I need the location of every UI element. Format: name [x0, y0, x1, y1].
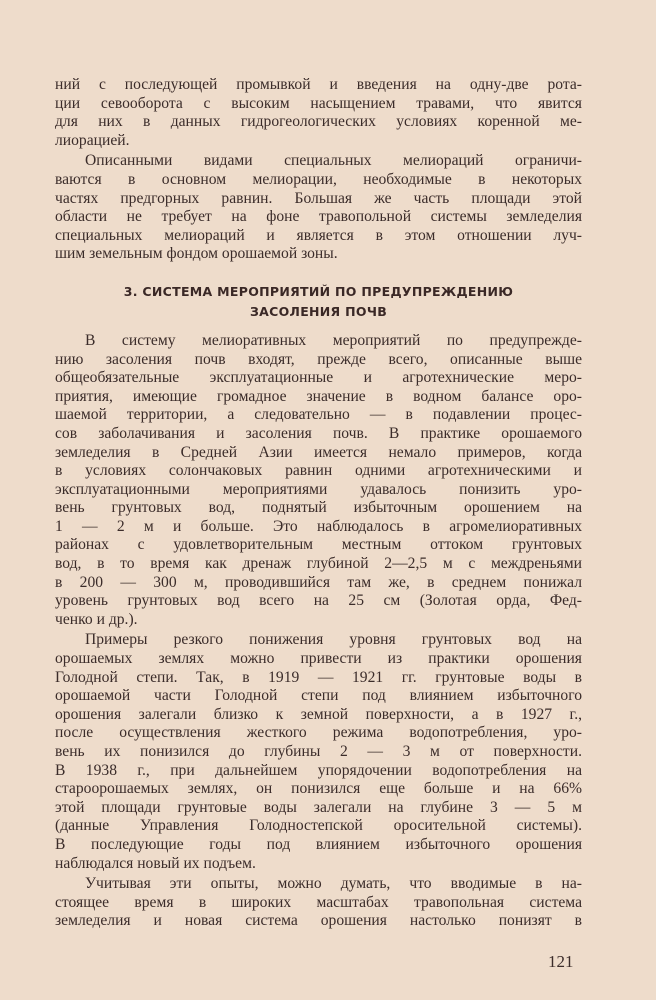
text-line: староорошаемых землях, он понизился еще больше и на 66%	[55, 780, 582, 798]
text-line: в 200 — 300 м, проводившийся там же, в среднем понижал	[55, 573, 582, 591]
text-line: 1 — 2 м и больше. Это наблюдалось в агромелиоративных	[55, 517, 582, 535]
text-line: для них в данных гидрогеологических условиях коренной ме-	[55, 113, 582, 131]
text-line: Описанными видами специальных мелиораций ограничи-	[85, 152, 582, 170]
paragraph	[55, 152, 582, 264]
text-line: земледелия в Средней Азии имеется немало примеров, когда	[55, 443, 582, 461]
text-line: Голодной степи. Так, в 1919 — 1921 гг. грунтовые воды в	[55, 668, 582, 686]
text-line: сов заболачивания и засоления почв. В практике орошаемого	[55, 424, 582, 442]
section-body-text	[55, 332, 582, 931]
text-line: вень грунтовых вод, поднятый избыточным орошением на	[55, 499, 582, 517]
text-line: общеобязательные эксплуатационные и агротехнические меро-	[55, 369, 582, 387]
text-line: этой площади грунтовые воды залегали на глубине 3 — 5 м	[55, 798, 582, 816]
text-line: орошаемых землях можно привести из практики орошения	[55, 650, 582, 668]
section-intro-text	[55, 76, 582, 264]
text-line: частях предгорных равнин. Большая же часть площади этой	[55, 189, 582, 207]
text-line: ченко и др.).	[55, 610, 138, 628]
text-line: в условиях солончаковых равнин одними агротехническими и	[55, 462, 582, 480]
paragraph	[55, 332, 582, 630]
text-line: вень их понизился до глубины 2 — 3 м от поверхности.	[55, 743, 582, 760]
section-heading-line-1: 3. СИСТЕМА МЕРОПРИЯТИЙ ПО ПРЕДУПРЕЖДЕНИЮ	[123, 283, 514, 299]
text-line: районах с удовлетворительным местным оттоком грунтовых	[55, 536, 582, 554]
section-heading-line-2: ЗАСОЛЕНИЯ ПОЧВ	[249, 303, 388, 319]
text-line: Примеры резкого понижения уровня грунтовых вод на	[85, 631, 582, 649]
text-line: ции севооборота с высоким насыщением травами, что явится	[55, 94, 582, 112]
text-line: стоящее время в широких масштабах травопольная система	[55, 893, 582, 911]
text-line: вод, в то время как дренаж глубиной 2—2,5 м с междреньями	[55, 555, 582, 573]
text-line: В 1938 г., при дальнейшем упорядочении водопотребления на	[55, 761, 582, 779]
text-line: после осуществления жесткого режима водопотребления, уро-	[55, 724, 582, 742]
page-number: 121	[548, 952, 574, 971]
text-line: лиорацией.	[55, 131, 130, 149]
page-body	[55, 76, 582, 931]
paragraph	[55, 76, 582, 150]
text-line: приятия, имеющие громадное значение в водном балансе оро-	[55, 387, 582, 405]
text-line: области не требует на фоне травопольной системы земледелия	[55, 208, 582, 226]
text-line: шим земельным фондом орошаемой зоны.	[55, 245, 338, 263]
text-line: Учитывая эти опыты, можно думать, что вводимые в на-	[85, 875, 582, 893]
text-line: специальных мелиораций и является в этом отношении луч-	[55, 226, 582, 244]
text-line: наблюдался новый их подъем.	[55, 854, 256, 872]
paragraph	[55, 875, 582, 931]
text-line: шаемой территории, а следовательно — в подавлении процес-	[55, 406, 582, 424]
text-line: земледелия и новая система орошения настолько понизят в	[55, 912, 582, 930]
text-line: нию засоления почв входят, прежде всего, описанные выше	[55, 350, 582, 368]
text-line: В последующие годы под влиянием избыточного орошения	[55, 835, 582, 853]
text-line: ний с последующей промывкой и введения на одну-две рота-	[55, 76, 582, 93]
text-line: эксплуатационными мероприятиями удавалось понизить уро-	[55, 480, 582, 498]
text-line: (данные Управления Голодностепской оросительной системы).	[55, 817, 582, 835]
text-line: уровень грунтовых вод всего на 25 см (Золотая орда, Фед-	[55, 592, 582, 610]
text-line: орошения залегали близко к земной поверхности, а в 1927 г.,	[55, 705, 582, 723]
paragraph	[55, 631, 582, 873]
text-line: орошаемой части Голодной степи под влиянием избыточного	[55, 687, 582, 705]
section-heading	[55, 282, 582, 322]
text-line: В систему мелиоративных мероприятий по предупрежде-	[85, 331, 582, 349]
text-line: ваются в основном мелиорации, необходимые в некоторых	[55, 170, 582, 188]
